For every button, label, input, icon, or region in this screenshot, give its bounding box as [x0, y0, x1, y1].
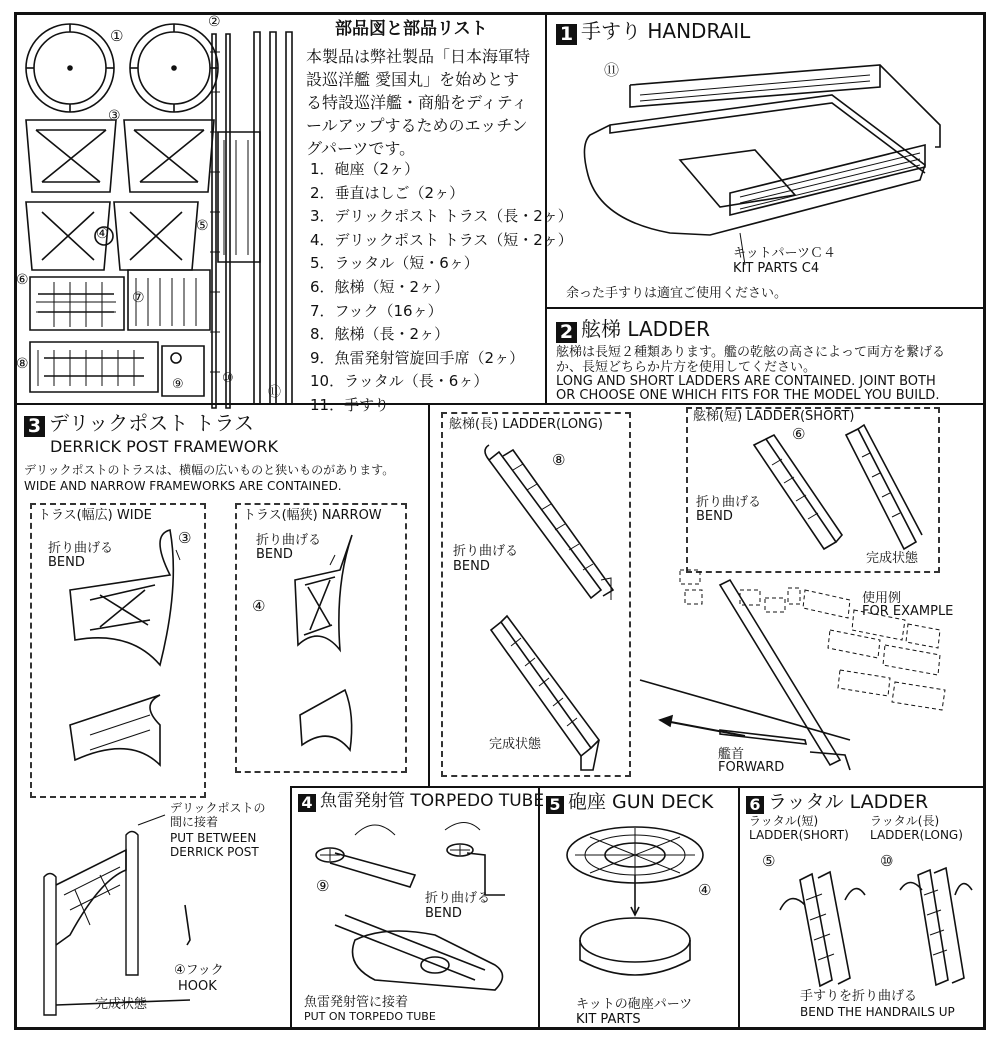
handrail-drawing: [570, 55, 950, 255]
parts-list-item: 6．舷梯（短・2ヶ）: [310, 277, 450, 296]
sheet-number-7: ⑦: [132, 290, 145, 306]
parts-list-title: 部品図と部品リスト: [335, 19, 488, 39]
ladder-long-done: 完成状態: [489, 737, 542, 752]
parts-list-item: 11．手すり: [310, 395, 390, 414]
parts-list-intro-1: 本製品は弊社製品「日本海軍特: [306, 47, 531, 66]
ladder-forward-en: FORWARD: [718, 760, 785, 775]
parts-list-intro-4: ールアップするためのエッチン: [306, 116, 528, 135]
sheet-number-2: ②: [208, 14, 221, 30]
gundeck-part: ④: [698, 881, 712, 899]
truss-narrow-part: ④: [252, 597, 266, 615]
section-3-title: 3 デリックポスト トラス: [24, 412, 254, 437]
parts-list-item: 4．デリックポスト トラス（短・2ヶ）: [310, 230, 573, 249]
ladder-long-bend-en: BEND: [453, 559, 490, 574]
ladder-short-part: ⑥: [792, 425, 806, 443]
section-6-number: 6: [746, 796, 764, 814]
derrick-post-drawing: [30, 795, 280, 1025]
torpedo-put-jp: 魚雷発射管に接着: [304, 995, 409, 1010]
divider-sec1-sec2: [545, 307, 986, 309]
derrick-desc-jp: デリックポストのトラスは、横幅の広いものと狭いものがあります。: [24, 463, 395, 477]
section-2-title: 2 舷梯 LADDER: [556, 318, 710, 343]
ladder-long-part: ⑧: [552, 451, 566, 469]
derrick-desc-en: WIDE AND NARROW FRAMEWORKS ARE CONTAINED.: [24, 479, 342, 493]
rattal-short-en: LADDER(SHORT): [749, 828, 849, 842]
rattal-short-part: ⑤: [762, 852, 776, 870]
torpedo-put-en: PUT ON TORPEDO TUBE: [304, 1010, 436, 1023]
gundeck-kit-en: KIT PARTS: [576, 1012, 641, 1027]
truss-narrow-title: トラス(幅狭) NARROW: [243, 508, 382, 523]
ladder-long-title: 舷梯(長) LADDER(LONG): [449, 417, 603, 432]
ladder-short-done: 完成状態: [866, 551, 919, 566]
ladder-long-drawing: [441, 440, 631, 780]
sheet-number-5: ⑤: [196, 218, 209, 234]
rattal-long-jp: ラッタル(長): [870, 814, 940, 828]
handrail-kit-label-jp: キットパーツＣ４: [733, 246, 836, 261]
divider-sec4-sec5: [538, 786, 540, 1030]
ladder-desc-2: か、長短どちらか片方を使用してください。: [556, 360, 817, 375]
derrick-between-jp-1: デリックポストの: [170, 801, 266, 815]
ladder-example-jp: 使用例: [862, 591, 902, 606]
parts-list-intro-2: 設巡洋艦 愛国丸」を始めとす: [306, 70, 520, 89]
ladder-desc-3: LONG AND SHORT LADDERS ARE CONTAINED. JOINT BOTH: [556, 374, 936, 389]
torpedo-drawing: [295, 815, 535, 1025]
ladder-desc-1: 舷梯は長短２種類あります。艦の乾舷の高さによって両方を繋げる: [556, 345, 945, 360]
ladder-example-drawing: [640, 550, 970, 780]
torpedo-bend-jp: 折り曲げる: [425, 891, 491, 906]
parts-list-item: 3．デリックポスト トラス（長・2ヶ）: [310, 207, 573, 226]
truss-wide-bend-en: BEND: [48, 555, 85, 570]
sheet-number-3: ③: [108, 108, 121, 124]
truss-narrow-bend-en: BEND: [256, 547, 293, 562]
section-1-title: 1 手すり HANDRAIL: [556, 20, 750, 45]
ladder-forward-jp: 艦首: [718, 747, 745, 762]
sheet-number-6: ⑥: [16, 272, 29, 288]
handrail-kit-label-en: KIT PARTS C4: [733, 261, 820, 276]
section-6-title: 6 ラッタル LADDER: [746, 792, 928, 814]
sheet-number-11: ⑪: [268, 385, 282, 400]
rattal-long-en: LADDER(LONG): [870, 828, 963, 842]
divider-sec3-right: [428, 403, 430, 787]
ladder-short-bend-en: BEND: [696, 509, 733, 524]
divider-sec3-sec4: [290, 786, 292, 1030]
handrail-note: 余った手すりは適宜ご使用ください。: [566, 286, 788, 301]
parts-sheet-drawing: [14, 12, 314, 407]
section-3-number: 3: [24, 416, 45, 437]
section-2-number: 2: [556, 322, 577, 343]
parts-list-item: 7．フック（16ヶ）: [310, 301, 443, 320]
ladder-long-bend-jp: 折り曲げる: [453, 544, 519, 559]
sheet-number-10: ⑩: [222, 371, 234, 386]
parts-list-intro-5: グパーツです。: [306, 139, 416, 158]
section-4-number: 4: [298, 794, 316, 812]
rattal-long-part: ⑩: [880, 852, 894, 870]
gundeck-drawing: [545, 815, 735, 1005]
sheet-number-1a: ①: [110, 27, 124, 45]
torpedo-part: ⑨: [316, 877, 330, 895]
section-1-number: 1: [556, 24, 577, 45]
parts-list-intro-3: る特設巡洋艦・商船をディティ: [306, 93, 528, 112]
parts-list-item: 10．ラッタル（長・6ヶ）: [310, 372, 489, 391]
derrick-between-jp-2: 間に接着: [170, 815, 219, 829]
truss-wide-title: トラス(幅広) WIDE: [38, 508, 152, 523]
parts-list-item: 1．砲座（2ヶ）: [310, 160, 420, 178]
section-5-title: 5 砲座 GUN DECK: [546, 792, 713, 814]
sheet-number-8: ⑧: [16, 356, 29, 372]
rattal-note-jp: 手すりを折り曲げる: [800, 989, 918, 1004]
rattal-note-en: BEND THE HANDRAILS UP: [800, 1005, 955, 1019]
ladder-short-title: 舷梯(短) LADDER(SHORT): [693, 409, 855, 424]
gundeck-kit-jp: キットの砲座パーツ: [576, 997, 693, 1012]
parts-list-item: 5．ラッタル（短・6ヶ）: [310, 254, 479, 273]
ladder-short-drawing: [686, 407, 940, 567]
derrick-between-en-1: PUT BETWEEN: [170, 831, 257, 845]
ladder-example-en: FOR EXAMPLE: [862, 604, 954, 619]
parts-list-item: 2．垂直はしご（2ヶ）: [310, 183, 465, 202]
divider-lower-row: [290, 786, 986, 788]
parts-list-item: 8．舷梯（長・2ヶ）: [310, 325, 450, 344]
parts-list: [310, 158, 573, 418]
derrick-done: 完成状態: [95, 997, 148, 1012]
truss-wide-bend-jp: 折り曲げる: [48, 541, 114, 556]
ladder-short-bend-jp: 折り曲げる: [696, 495, 762, 510]
torpedo-bend-en: BEND: [425, 906, 462, 921]
rattal-short-jp: ラッタル(短): [749, 814, 819, 828]
truss-drawings: [30, 525, 420, 785]
truss-wide-part: ③: [178, 529, 192, 547]
derrick-between-en-2: DERRICK POST: [170, 845, 259, 859]
rattal-drawing: [740, 850, 980, 990]
derrick-hook-en: HOOK: [178, 979, 217, 994]
handrail-part-number: ⑪: [604, 61, 620, 79]
ladder-desc-4: OR CHOOSE ONE WHICH FITS FOR THE MODEL YOU BUILD.: [556, 388, 940, 403]
section-4-title: 4 魚雷発射管 TORPEDO TUBE: [298, 792, 544, 812]
parts-list-item: 9．魚雷発射管旋回手席（2ヶ）: [310, 348, 525, 367]
sheet-number-9: ⑨: [172, 377, 184, 392]
truss-narrow-bend-jp: 折り曲げる: [256, 533, 322, 548]
sheet-number-4: ④: [96, 226, 109, 242]
derrick-hook-jp: ④フック: [174, 963, 224, 978]
section-3-title-en: DERRICK POST FRAMEWORK: [50, 437, 278, 456]
section-5-number: 5: [546, 796, 564, 814]
